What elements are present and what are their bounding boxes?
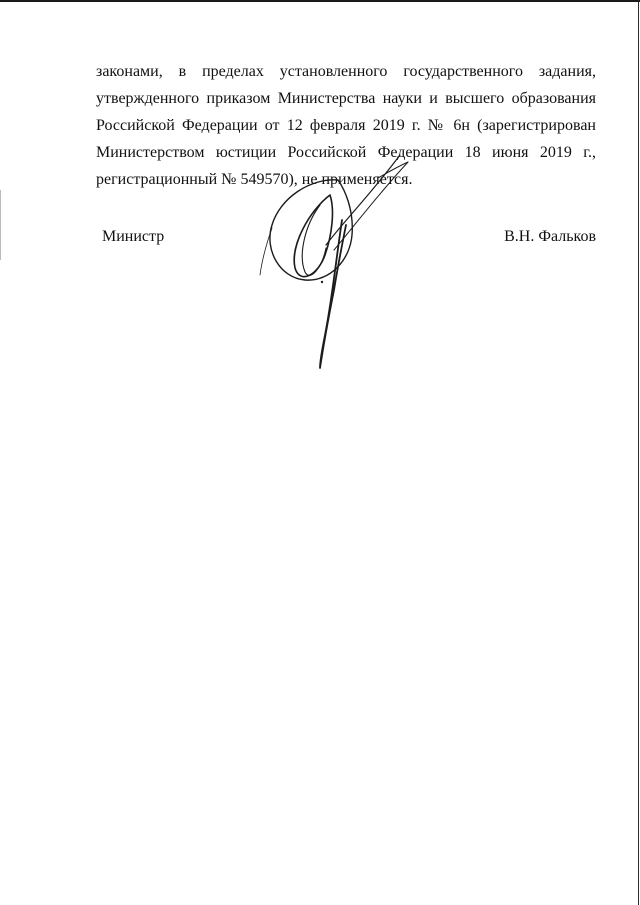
paragraph-line-3: Российской Федерации от 12 февраля 2019 г. № 6н (зарегистрирован xyxy=(96,117,596,134)
signature-stroke-loop-inner xyxy=(294,195,332,277)
handwritten-signature xyxy=(250,150,420,375)
paragraph-line-1: законами, в пределах установленного государственного задания, xyxy=(96,63,596,80)
signer-position-title: Министр xyxy=(102,228,165,245)
signature-dot xyxy=(321,281,323,283)
signer-name: В.Н. Фальков xyxy=(504,228,596,245)
paragraph-line-5: регистрационный № 549570), не применяется. xyxy=(96,171,413,188)
signature-stroke-flourish-2 xyxy=(334,162,408,250)
signature-stroke-descender xyxy=(320,220,346,368)
signature-stroke-flourish-1 xyxy=(326,155,400,245)
paragraph-line-2: утвержденного приказом Министерства науки и высшего образования xyxy=(96,90,596,107)
scan-edge-right xyxy=(638,0,639,905)
scan-edge-left xyxy=(0,190,1,260)
scan-edge-top xyxy=(0,0,640,2)
paragraph-line-4: Министерством юстиции Российской Федерации 18 июня 2019 г., xyxy=(96,144,596,161)
signature-stroke-loop-mid xyxy=(302,205,326,275)
